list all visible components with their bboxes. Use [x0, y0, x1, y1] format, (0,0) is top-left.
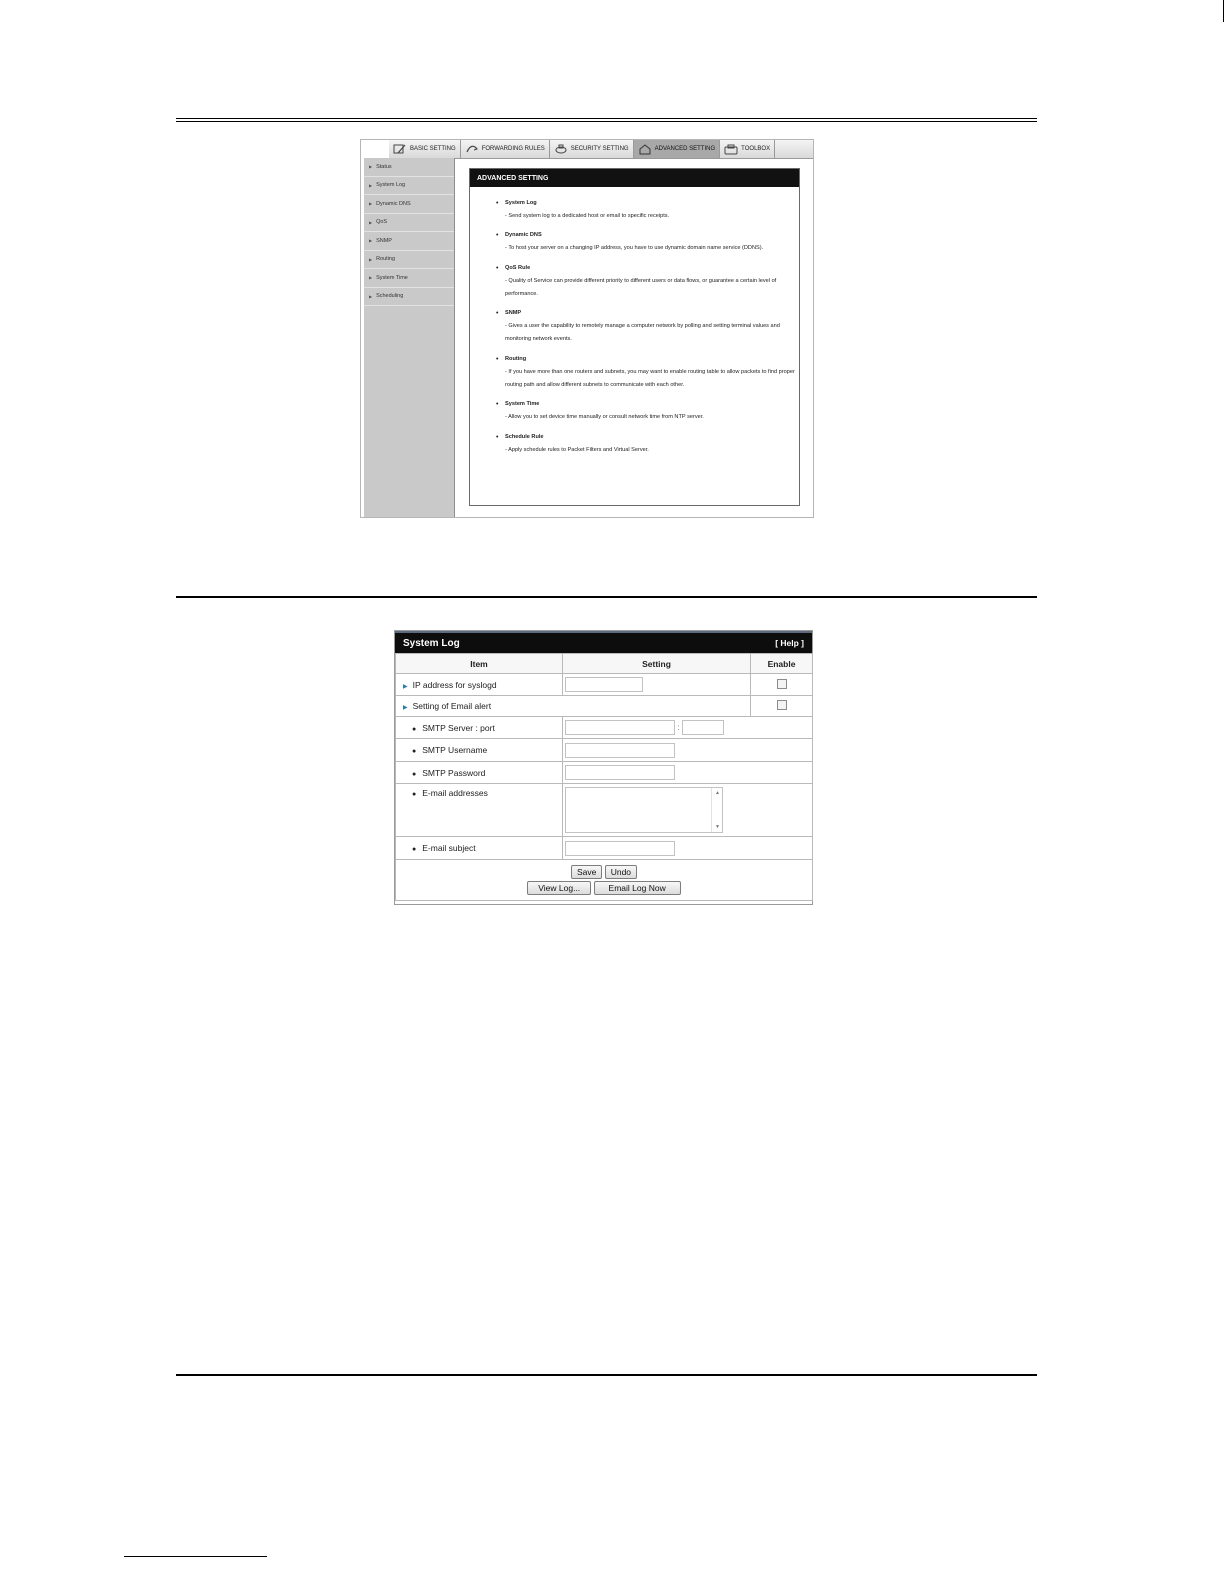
- smtp-password-label: SMTP Password: [422, 767, 486, 778]
- smtp-username-label: SMTP Username: [422, 745, 488, 755]
- feature-title: • QoS Rule: [505, 264, 531, 271]
- footer-rule: [176, 1374, 1037, 1376]
- email-log-now-button[interactable]: Email Log Now: [594, 881, 681, 895]
- chevron-right-icon: ▶: [369, 293, 373, 299]
- feature-title: • Routing: [505, 355, 527, 362]
- list-item: [505, 431, 799, 457]
- tab-label: SECURITY SETTING: [570, 146, 629, 152]
- sidebar-item-scheduling[interactable]: [364, 288, 454, 307]
- system-log-title: System Log: [403, 637, 460, 649]
- advanced-icon: [638, 143, 652, 155]
- bullet-icon: ●: [412, 725, 417, 733]
- chevron-right-icon: ▶: [369, 182, 373, 188]
- header-rule: [176, 118, 1037, 119]
- bullet-icon: ●: [412, 748, 417, 755]
- tab-label: TOOLBOX: [741, 146, 771, 152]
- col-setting: Setting: [563, 654, 751, 674]
- list-item: [505, 229, 799, 255]
- content-title: ADVANCED SETTING: [470, 169, 799, 187]
- list-item: [505, 307, 799, 347]
- chevron-right-icon: ▶: [369, 219, 373, 225]
- sidebar-item-label: QoS: [376, 219, 388, 226]
- table-row: [396, 739, 813, 762]
- section-rule: [176, 596, 1037, 598]
- bullet-icon: ●: [412, 770, 417, 778]
- sidebar-item-label: Routing: [376, 256, 396, 263]
- feature-title: • System Log: [505, 200, 537, 206]
- security-icon: [554, 143, 568, 155]
- basic-setting-icon: [393, 143, 407, 155]
- bullet-icon: ●: [412, 846, 417, 853]
- ip-syslogd-label: IP address for syslogd: [412, 679, 497, 690]
- tab-advanced-setting[interactable]: [634, 140, 721, 158]
- button-row-1: [396, 865, 812, 879]
- feature-list: [470, 187, 799, 457]
- sidebar-item-label: System Log: [376, 182, 406, 189]
- smtp-password-input[interactable]: [565, 765, 675, 780]
- chevron-right-icon: ▶: [369, 164, 373, 170]
- sidebar-item-label: Dynamic DNS: [376, 200, 411, 207]
- sidebar-item-status[interactable]: [364, 158, 454, 177]
- col-enable: Enable: [751, 654, 813, 674]
- sidebar-item-label: Status: [376, 163, 392, 170]
- advanced-setting-screenshot: [360, 139, 814, 518]
- table-header-row: [396, 654, 813, 674]
- help-link[interactable]: [ Help ]: [775, 638, 804, 648]
- feature-description: - Gives a user the capability to remotely manage a computer network by polling and setting terminal values and monitoring network events.: [505, 323, 780, 343]
- smtp-server-label: SMTP Server : port: [422, 722, 495, 733]
- tab-forwarding-rules[interactable]: [461, 140, 550, 158]
- system-log-header: [395, 631, 812, 653]
- list-item: [505, 398, 799, 424]
- chevron-right-icon: ▶: [369, 275, 373, 281]
- footnote-rule: [124, 1556, 267, 1557]
- email-alert-enable-checkbox[interactable]: [777, 700, 787, 710]
- button-row-2: [396, 881, 812, 895]
- list-item: [505, 197, 799, 223]
- undo-button[interactable]: Undo: [605, 865, 637, 879]
- list-item: [505, 353, 799, 393]
- sidebar: [364, 158, 455, 517]
- feature-description: - To host your server on a changing IP address, you have to use dynamic domain name service (DDNS).: [505, 245, 764, 252]
- table-row: [396, 784, 813, 837]
- system-log-table: [395, 653, 813, 901]
- email-addresses-textarea[interactable]: [565, 787, 723, 833]
- system-log-screenshot: [394, 630, 813, 905]
- triangle-icon: ▶: [403, 683, 408, 690]
- feature-title: • Dynamic DNS: [505, 232, 542, 239]
- chevron-right-icon: ▶: [369, 238, 373, 244]
- col-item: Item: [396, 654, 563, 674]
- table-row: [396, 860, 813, 901]
- smtp-username-input[interactable]: [565, 743, 675, 758]
- forwarding-icon: [465, 143, 479, 155]
- table-row: [396, 762, 813, 784]
- bullet-icon: ●: [412, 791, 417, 798]
- sidebar-item-label: System Time: [376, 274, 408, 281]
- sidebar-item-snmp[interactable]: [364, 232, 454, 251]
- port-separator: :: [677, 722, 680, 732]
- email-subject-input[interactable]: [565, 841, 675, 856]
- tab-label: ADVANCED SETTING: [654, 146, 716, 152]
- table-row: [396, 696, 813, 717]
- smtp-server-input[interactable]: [565, 720, 675, 735]
- feature-description: - Apply schedule rules to Packet Filters and Virtual Server.: [505, 446, 649, 453]
- tab-basic-setting[interactable]: [389, 140, 461, 158]
- ip-syslogd-input[interactable]: [565, 677, 643, 692]
- feature-description: - If you have more than one routers and subnets, you may want to enable routing table to allow packets to find proper routing path and allow different subnets to communicate with each other.: [505, 368, 795, 389]
- chevron-right-icon: ▶: [369, 256, 373, 262]
- tab-label: BASIC SETTING: [410, 146, 456, 152]
- tab-label: FORWARDING RULES: [481, 146, 545, 152]
- top-tab-bar: [389, 140, 813, 159]
- tab-toolbox[interactable]: [720, 140, 775, 158]
- email-subject-label: E-mail subject: [422, 843, 476, 853]
- view-log-button[interactable]: View Log...: [527, 881, 591, 895]
- syslogd-enable-checkbox[interactable]: [777, 679, 787, 689]
- sidebar-item-dynamic-dns[interactable]: [364, 195, 454, 214]
- feature-title: • Schedule Rule: [505, 433, 544, 440]
- sidebar-item-system-log[interactable]: [364, 177, 454, 196]
- triangle-icon: ▶: [403, 705, 408, 711]
- tab-security-setting[interactable]: [550, 140, 634, 158]
- save-button[interactable]: Save: [571, 865, 602, 879]
- sidebar-item-label: Scheduling: [376, 293, 404, 300]
- feature-description: - Send system log to a dedicated host or email to specific receipts.: [505, 213, 670, 219]
- scroll-up-icon[interactable]: ▲: [715, 790, 720, 796]
- smtp-port-input[interactable]: [682, 720, 724, 735]
- email-addresses-label: E-mail addresses: [422, 788, 488, 798]
- scroll-down-icon[interactable]: ▼: [715, 824, 720, 830]
- sidebar-item-qos[interactable]: [364, 214, 454, 233]
- advanced-content-panel: [469, 168, 800, 506]
- sidebar-item-system-time[interactable]: [364, 269, 454, 288]
- table-row: [396, 837, 813, 860]
- sidebar-item-label: SNMP: [376, 237, 392, 244]
- chevron-right-icon: ▶: [369, 201, 373, 207]
- table-row: [396, 674, 813, 696]
- email-alert-label: Setting of Email alert: [412, 701, 492, 711]
- toolbox-icon: [724, 143, 738, 155]
- feature-description: - Quality of Service can provide different priority to different users or data flows, or guarantee a certain level of performance.: [505, 277, 777, 297]
- sidebar-item-routing[interactable]: [364, 251, 454, 270]
- list-item: [505, 262, 799, 302]
- feature-title: • SNMP: [505, 310, 522, 317]
- table-row: [396, 717, 813, 739]
- feature-title: • System Time: [505, 401, 540, 408]
- feature-description: - Allow you to set device time manually or consult network time from NTP server.: [505, 414, 704, 421]
